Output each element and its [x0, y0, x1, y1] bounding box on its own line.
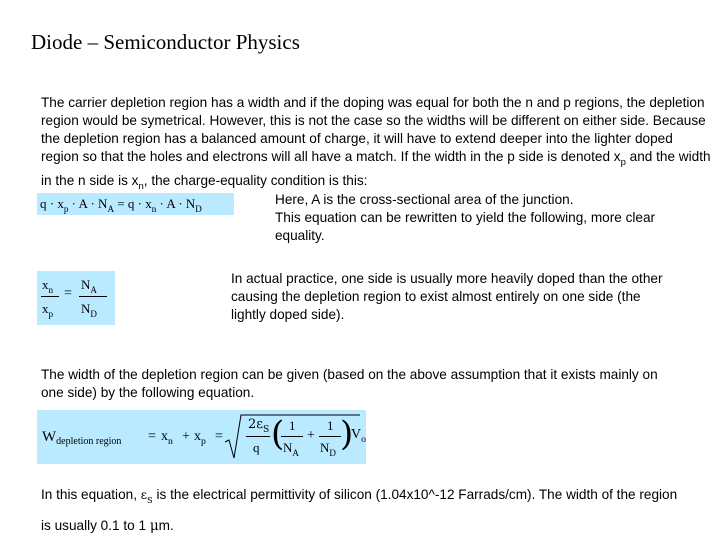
eq1-q: q — [40, 196, 47, 211]
eq3-ND-fraction-bar — [319, 436, 341, 437]
eq1-sub-A: A — [107, 204, 115, 214]
eq2-x: x — [42, 277, 49, 292]
epsilon-letter: ε — [140, 488, 147, 502]
eq1-dot: · — [178, 196, 183, 211]
eq2-ND — [81, 301, 97, 319]
eq3-one-b: 1 — [327, 418, 334, 433]
eq3-right-paren: ) — [340, 414, 354, 454]
eq3-one-a: 1 — [289, 418, 296, 433]
eq3-equals-2: = — [215, 429, 223, 444]
eq3-left-paren: ( — [271, 414, 285, 454]
eq1-A: A — [166, 196, 176, 211]
permittivity-text-a: In this equation, — [41, 487, 141, 502]
eq1-q: q — [127, 196, 135, 211]
eq1-dot: · — [90, 196, 95, 211]
eq3-2eps — [248, 417, 269, 435]
eq2-xp — [42, 301, 53, 319]
eq2-equals: = — [64, 286, 72, 301]
intro-paragraph — [41, 94, 711, 196]
eq3-eps-fraction-bar — [246, 436, 270, 437]
epsilon-symbol — [140, 488, 153, 505]
eq3-N: N — [283, 440, 293, 455]
eq3-xn — [161, 429, 173, 447]
eq3-ND — [320, 440, 336, 458]
eq3-sub-A: A — [292, 448, 299, 458]
eq2-sub-p: p — [48, 309, 54, 319]
eq1-x: x — [57, 196, 64, 211]
intro-text: The carrier depletion region has a width and if the doping was equal for both the n and p regions, the depletion region would be symetrical. However, this is not the case so the widths will be different on either side. Because the depletion region has a balanced amount of charge, it will have to extend deeper into the lighter doped region so that the holes and electrons will all have a match. If the width in the p side is denoted x — [41, 95, 706, 165]
depletion-width-equation — [37, 410, 366, 464]
eq3-sub-depletion-region: depletion region — [56, 436, 122, 447]
eq2-sub-D: D — [90, 309, 97, 319]
eq3-q: q — [253, 440, 260, 455]
eq2-right-fraction-bar — [79, 296, 107, 297]
eq1-dot: · — [49, 196, 55, 211]
permittivity-paragraph — [41, 482, 681, 539]
practice-paragraph: In actual practice, one side is usually more heavily doped than the other causing the depletion region to exist almost entirely on one side (the lightly doped side). — [231, 271, 663, 323]
eq3-plus-1: + — [182, 429, 190, 444]
charge-equality-equation — [37, 193, 234, 215]
width-ratio-equation — [37, 271, 115, 325]
eq2-NA — [81, 277, 97, 295]
eq3-Vo — [351, 427, 366, 445]
intro-text-end: , the charge-equality condition is this: — [143, 173, 368, 189]
eq1-sub-p: p — [63, 204, 69, 214]
eq1-dot: · — [71, 196, 76, 211]
eq3-W — [42, 429, 121, 447]
eq3-x: x — [194, 429, 201, 444]
eq2-left-fraction-bar — [41, 296, 59, 297]
eq3-N: N — [320, 440, 330, 455]
eq3-x: x — [161, 429, 168, 444]
eq3-NA — [283, 440, 299, 458]
eq1-N: N — [98, 196, 108, 211]
eq3-xp — [194, 429, 206, 447]
area-note-paragraph — [275, 191, 705, 245]
area-note-line1: Here, A is the cross-sectional area of the junction. — [275, 192, 574, 207]
eq3-sub-p: p — [201, 436, 206, 447]
slide-title: Diode – Semiconductor Physics — [31, 30, 300, 54]
eq3-V: V — [351, 427, 362, 442]
eq3-two-eps: 2ε — [248, 417, 264, 432]
eq3-sub-s: S — [263, 425, 270, 435]
area-note-rest: This equation can be rewritten to yield the following, more clear equality. — [275, 210, 656, 244]
eq3-NA-fraction-bar — [281, 436, 303, 437]
intro-text-mid: and the width in the n side is x — [41, 149, 711, 189]
eq1-A: A — [78, 196, 88, 211]
eq3-W-letter: W — [42, 429, 57, 445]
permittivity-text-c: m. — [158, 518, 174, 533]
epsilon-sub-s: S — [146, 495, 153, 505]
eq1-x: x — [145, 196, 152, 211]
eq3-sub-o: o — [361, 434, 367, 445]
subscript-p: p — [620, 157, 626, 169]
permittivity-text-b: is the electrical permittivity of silicon (1.04x10^-12 Farrads/cm). The width of the region is usually 0.1 to 1 — [41, 487, 678, 533]
eq1-dot: · — [137, 196, 142, 211]
width-paragraph: The width of the depletion region can be given (based on the above assumption that it exists mainly on one side) by the following equation. — [41, 367, 658, 401]
eq1-equals: = — [117, 196, 125, 211]
eq2-sub-n: n — [48, 285, 54, 295]
eq2-xn — [42, 277, 53, 295]
eq1-sub-D: D — [195, 204, 202, 214]
eq2-sub-A: A — [90, 285, 97, 295]
eq1-sub-n: n — [151, 204, 157, 214]
eq1-N: N — [185, 196, 196, 211]
subscript-n: n — [138, 181, 144, 193]
eq2-N: N — [81, 301, 91, 316]
eq3-sub-D: D — [329, 448, 336, 458]
eq3-equals-1: = — [148, 429, 156, 444]
eq2-N: N — [81, 277, 91, 292]
eq1-dot: · — [159, 196, 164, 211]
eq2-x: x — [42, 301, 49, 316]
mu-symbol: μ — [149, 518, 159, 534]
eq3-sub-n: n — [168, 436, 173, 447]
eq3-plus-2: + — [307, 428, 315, 443]
